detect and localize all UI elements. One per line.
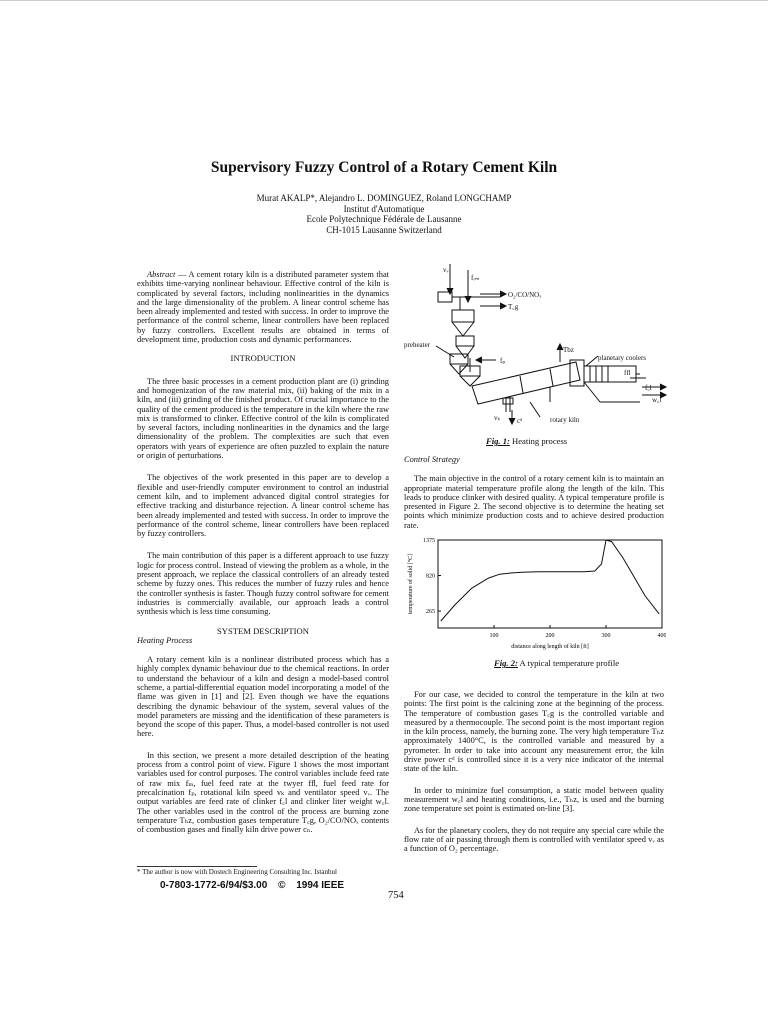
chart-x-tick-label: 300 [601,633,611,639]
paragraph-intro-1: The three basic processes in a cement production plant are (i) grinding and homogenization of the raw material mix, (ii) baking of the mix in a kiln, and (iii) grinding of the finished product. Of crucial importance to the quality of the cement produced is the temperature in the kiln where the raw mix is transformed to clinker. Effective control of the kiln is complicated by several factors, including nonlinearities in the dynamics and the large dimensionality of the problem. The complexities are such that even operators with years of experience are often puzzled to explain the nature or origin of perturbations. [137,376,389,461]
paragraph-system-1: A rotary cement kiln is a nonlinear distributed process which has a highly complex dynamic behaviour due to the chemical reactions. In order to understand the behaviour of a kiln and design a model-based control scheme, a partial-differential equation model incorporating a model of the flame was given in [1] and [2]. Even though we have the equations describing the dynamic behaviour of the system, several values of the model parameters are missing and the identification of these parameters is beyond the scope of this paper. Thus, a model-based controller is not used here. [137,655,389,739]
section-heading-introduction: INTRODUCTION [230,353,296,364]
figure-2-caption-number: Fig. 2: [494,658,518,668]
abstract-text: — A cement rotary kiln is a distributed parameter system that exhibits time-varying nonlinear behaviour. Effective control of the kiln is complicated by several factors, including nonlinearities in the dynamics and the large dimensionality of the problem. A linear control scheme has been already implemented and tested with success. In order to improve the performance of the control scheme, linear controllers have been replaced by fuzzy controllers. Excellent results are obtained in terms of development time, production costs and dynamic performances. [137,270,389,345]
chart-series-line [441,540,659,621]
chart-x-tick-label: 200 [545,633,555,639]
fig1-label-vv: vᵥ [443,266,449,274]
paragraph-control-3: In order to minimize fuel consumption, a static model between quality measurement w꜀l and heating conditions, i.e., Tₕz, is used and the burning zone temperature set point is estimated on-line [3]. [404,785,664,814]
fig1-label-planetary-coolers: planetary coolers [598,354,647,362]
author-block [0,193,768,235]
chart-y-tick-label: 820 [426,573,435,580]
chart-y-axis-label: temperature of solid [°C] [408,553,414,615]
figure-1-heating-process-diagram [400,262,670,432]
paper-title: Supervisory Fuzzy Control of a Rotary Cement Kiln [210,159,558,176]
fig1-label-ffp: fₚ [500,357,506,365]
left-column [137,270,389,834]
address: CH-1015 Lausanne Switzerland [326,224,442,235]
figure-2-caption-text: A typical temperature profile [517,658,620,668]
fig1-label-tcg: T꜀g [508,303,519,311]
fig1-label-vk: vₖ [494,414,501,422]
fig1-label-gases: O₂/CO/NOₓ [508,291,542,299]
footnote-rule [137,866,257,867]
fig1-label-ffl: fﬂ [624,369,631,377]
chart-y-tick-label: 265 [426,609,435,616]
institution-2: Ecole Polytechnique Fédérale de Lausanne [306,214,462,224]
subsection-control-strategy: Control Strategy [404,455,460,464]
page-number: 754 [388,890,404,901]
fig1-label-preheater: preheater [404,341,431,349]
fig1-label-fcl: f꜀l [645,384,652,392]
subsection-heating-process: Heating Process [137,635,193,645]
chart-plot-frame [438,540,662,628]
chart-x-tick-label: 100 [489,633,499,639]
section-heading-system: SYSTEM DESCRIPTION [217,625,309,636]
fig1-label-cd: cᵈ [517,417,523,425]
copyright-year: 1994 IEEE [296,880,345,891]
figure-1-caption [486,436,567,446]
fig1-label-rotary-kiln: rotary kiln [550,416,580,424]
right-column-bottom [404,690,664,853]
fig1-label-frm: fᵣₘ [471,274,480,282]
copyright-code: 0-7803-1772-6/94/$3.00 [160,880,268,891]
author-names: Murat AKALP*, Alejandro L. DOMINGUEZ, Roland LONGCHAMP [256,193,512,203]
paragraph-intro-3: The main contribution of this paper is a different approach to use fuzzy logic for process control. Instead of viewing the problem as a whole, in the present approach, we replace the classical controllers of an already tested scheme by fuzzy ones. This reduces the number of fuzzy rules and hence the controller synthesis is faster. Though fuzzy control software for cement industries is commercially available, our approach leads a control synthesis which is less time consuming. [137,551,389,617]
chart-y-tick-label: 1375 [423,538,435,544]
paragraph-intro-2: The objectives of the work presented in this paper are to develop a flexible and user-friendly computer environment to control an industrial cement kiln, and to implement advanced digital control strategies for effective tracking and disturbance rejection. A linear control scheme has been already implemented and tested with success. In order to improve the performance of the control scheme, linear controllers have been replaced by fuzzy controllers. [137,473,389,539]
paragraph-control-4: As for the planetary coolers, they do not require any special care while the flow rate of air passing through them is controlled with ventilator speed vᵥ as a function of O₂ percentage. [404,825,664,854]
fig1-label-tbz: Tbz [563,346,574,354]
footnote: * The author is now with Dostech Engineering Consulting Inc. Istanbul [137,868,337,876]
fig1-label-wcl: w꜀l [652,396,662,404]
right-column-top [404,455,664,530]
abstract-label: Abstract [147,270,176,279]
copyright-symbol: © [278,880,286,891]
figure-2-caption [494,658,619,668]
figure-1-caption-number: Fig. 1: [486,436,510,446]
paragraph-control-1: The main objective in the control of a rotary cement kiln is to maintain an appropriate material temperature profile along the length of the kiln. This leads to produce clinker with desired quality. A typical temperature profile is presented in Figure 2. The second objective is to determine the heating set points which minimize production costs and to achieve desired production rate. [404,474,664,530]
paragraph-control-2: For our case, we decided to control the temperature in the kiln at two points: The first point is the calcining zone at the beginning of the process. The temperature of combustion gases T꜀g is the controlled variable and measured by a thermocouple. The second point is the most important region in the kiln process, namely, the burning zone. The very high temperature Tₕz approximately 1400°C, is the controlled variable and measured by a pyrometer. In order to take into account any measurement error, the kiln drive power cᵈ is controlled since it is a very nice indicator of the internal state of the kiln. [404,690,664,774]
figure-1-caption-text: Heating process [509,436,568,446]
chart-x-tick-label: 400 [657,633,666,639]
figure-2-temperature-chart [404,536,666,654]
paragraph-system-2: In this section, we present a more detailed description of the heating process from a control point of view. Figure 1 shows the most important variables used for control purposes. The control variables include feed rate of raw mix fₘ, fuel feed rate at the twyer fﬂ, fuel feed rate for precalcination fₚ, rotational kiln speed vₖ and ventilator speed vᵥ. The output variables are feed rate of clinker f꜀l and clinker liter weight w꜀l. The other variables used in the control of the process are burning zone temperature Tₕz, combustion gases temperature T꜀g, O₂/CO/NOₓ contents of combustion gases and finally kiln drive power cₙ. [137,750,389,835]
page-top-border [0,0,768,1]
copyright-line [160,880,344,891]
institution-1: Institut d'Automatique [343,203,425,214]
abstract [137,270,389,344]
chart-x-axis-label: distance along length of kiln [ft] [511,644,589,650]
